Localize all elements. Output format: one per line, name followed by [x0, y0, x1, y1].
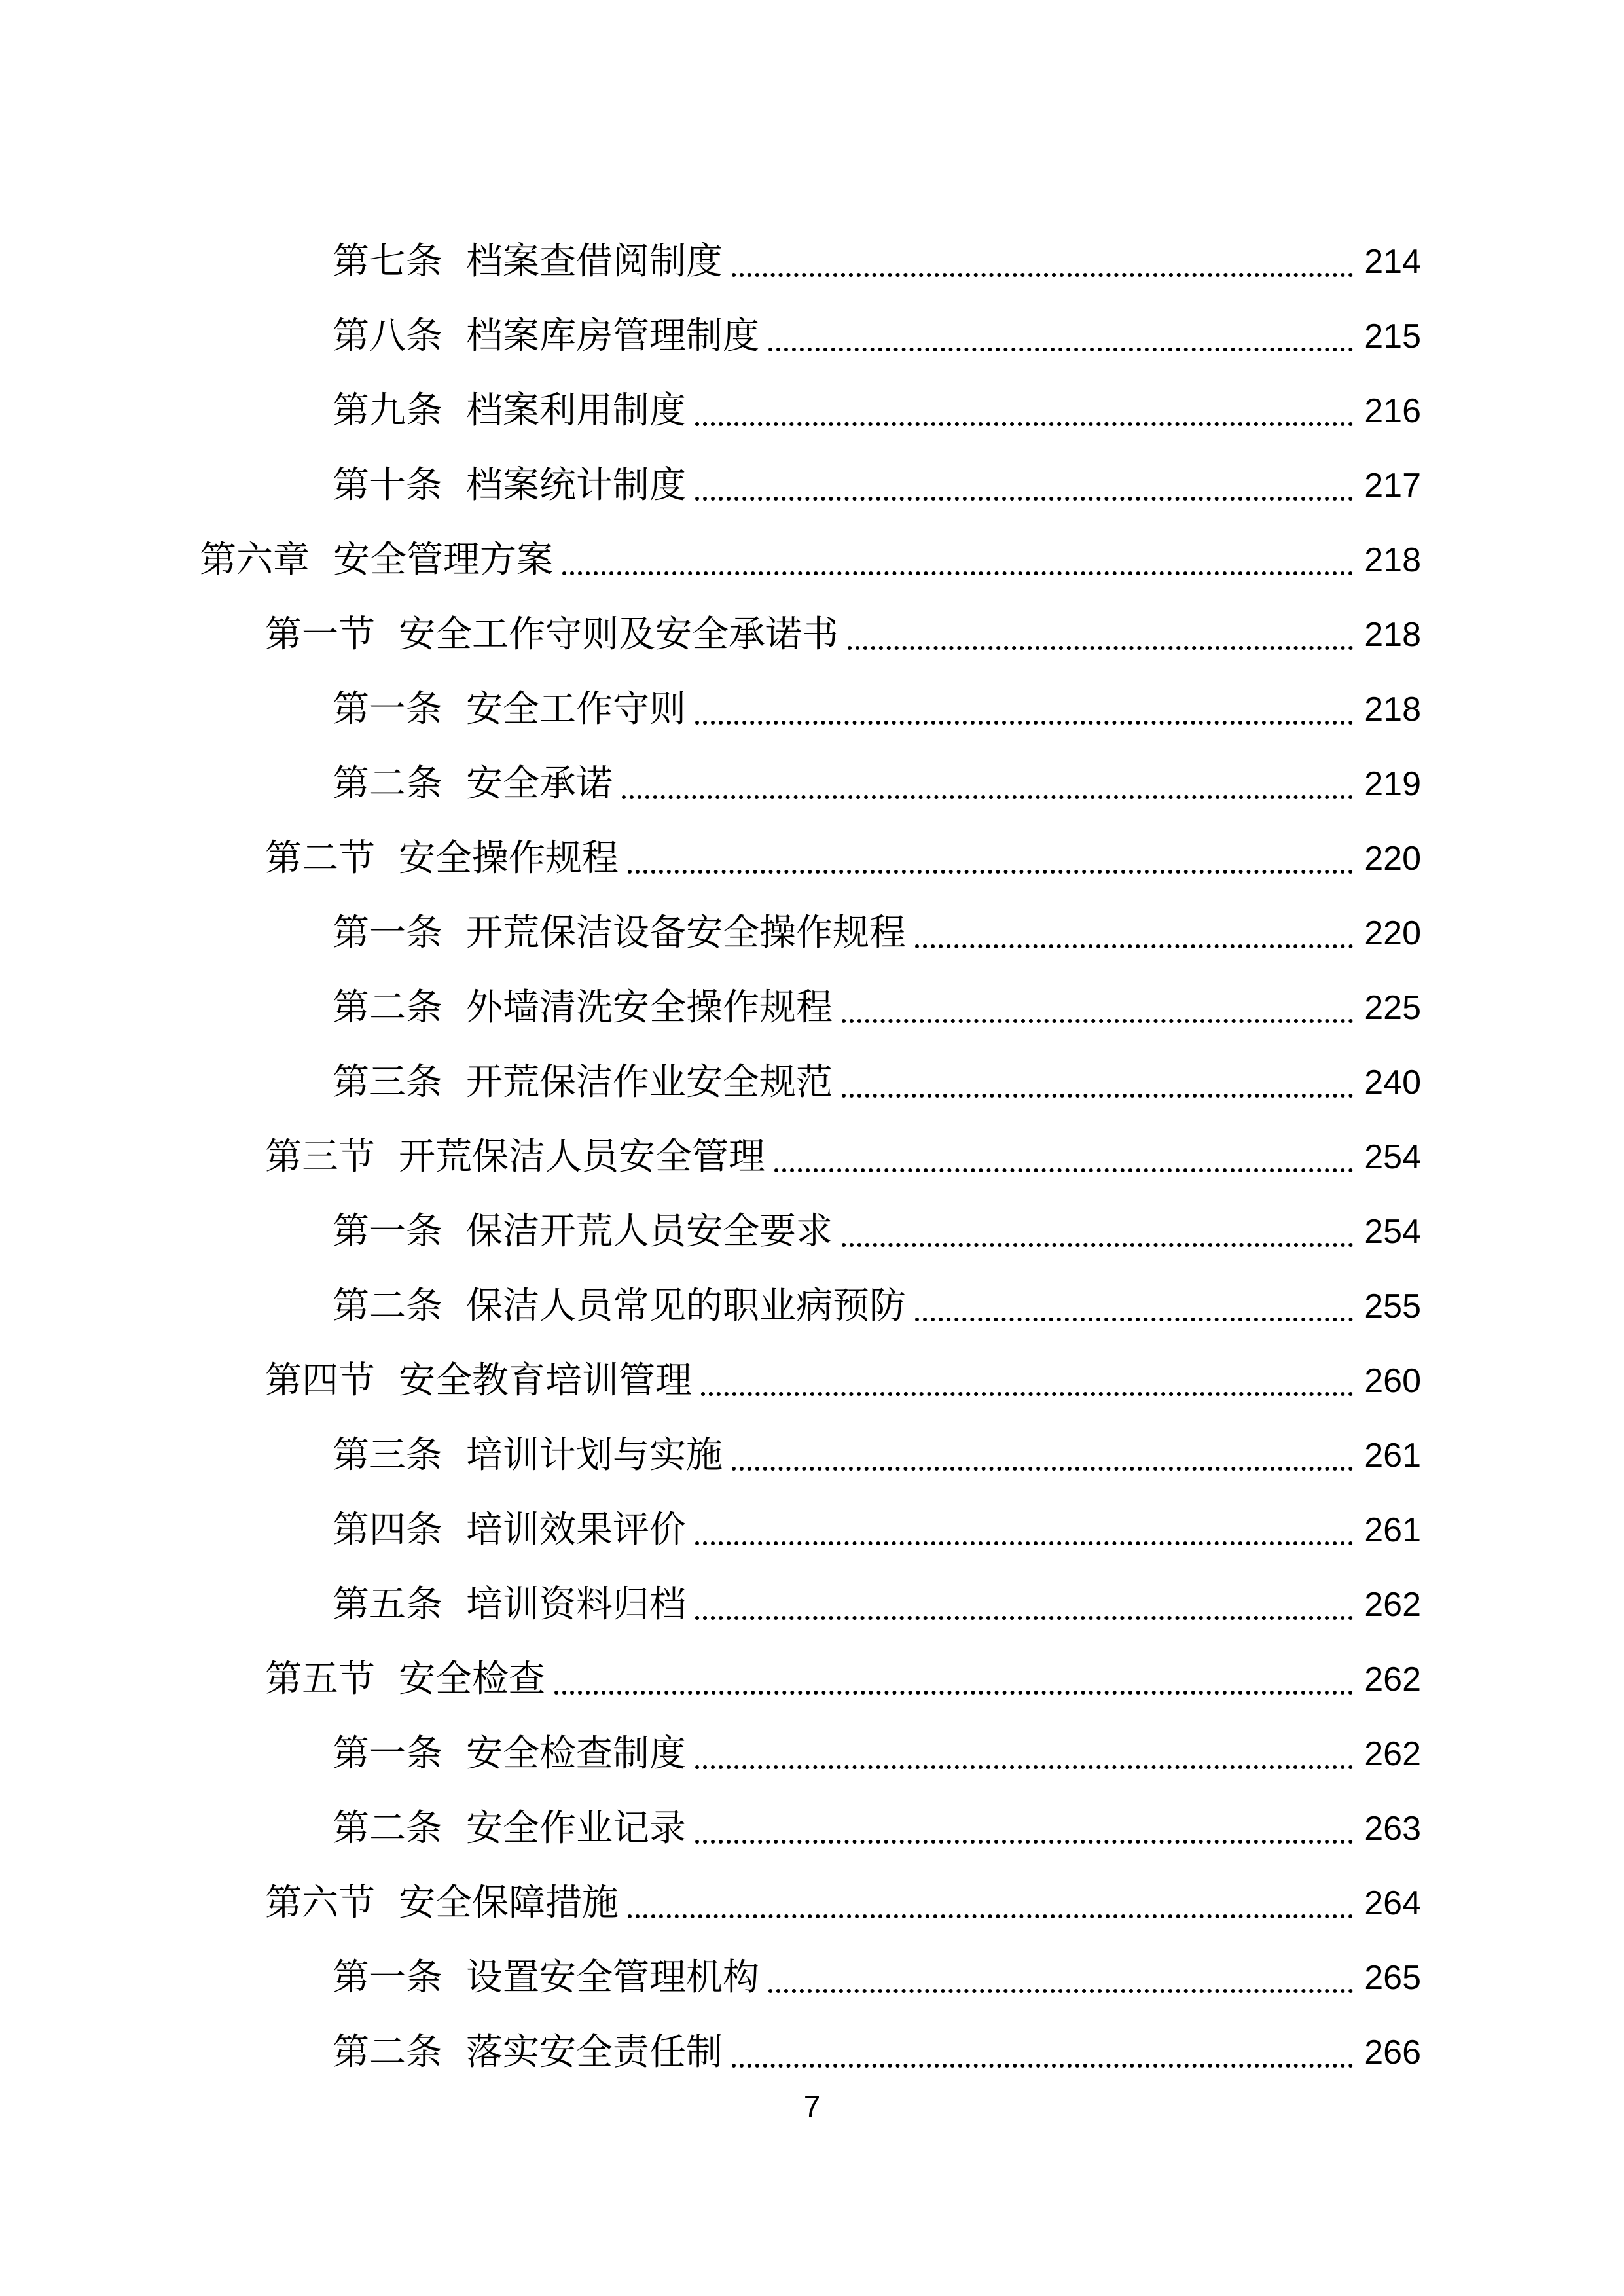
toc-entry-article[interactable] [333, 1053, 1421, 1112]
toc-entry-title: 落实安全责任制 [466, 2031, 723, 2073]
toc-dot-leader [915, 1318, 1353, 1321]
toc-entry-title: 档案利用制度 [466, 389, 686, 432]
toc-entry-number: 第一条 [333, 912, 442, 954]
toc-dot-leader [695, 422, 1353, 426]
toc-entry-title: 设置安全管理机构 [466, 1956, 759, 1999]
toc-entry-number: 第三节 [265, 1136, 375, 1178]
toc-entry-number: 第二条 [333, 762, 442, 805]
toc-dot-leader [695, 721, 1353, 725]
toc-dot-leader [768, 1989, 1353, 1993]
toc-entry-page: 220 [1364, 914, 1421, 952]
toc-entry-title: 安全承诺 [466, 762, 613, 805]
toc-entry-number: 第九条 [333, 389, 442, 432]
toc-entry-article[interactable] [333, 382, 1421, 440]
toc-entry-title: 安全管理方案 [333, 539, 553, 581]
toc-entry-article[interactable] [333, 978, 1421, 1037]
toc-entry-title: 安全操作规程 [399, 837, 619, 880]
toc-entry-number: 第六章 [200, 539, 310, 581]
toc-entry-section[interactable] [265, 1650, 1421, 1709]
toc-entry-number: 第一节 [265, 613, 375, 656]
toc-entry-article[interactable] [333, 1725, 1421, 1784]
toc-entry-article[interactable] [333, 307, 1421, 366]
toc-dot-leader [848, 646, 1353, 650]
toc-entry-article[interactable] [333, 1277, 1421, 1336]
toc-dot-leader [842, 1243, 1353, 1247]
toc-entry-page: 214 [1364, 243, 1421, 281]
toc-entry-article[interactable] [333, 2023, 1421, 2082]
toc-entry-article[interactable] [333, 456, 1421, 515]
toc-entry-page: 260 [1364, 1362, 1421, 1400]
toc-entry-title: 安全作业记录 [466, 1807, 686, 1850]
toc-entry-number: 第三条 [333, 1061, 442, 1103]
toc-entry-number: 第五节 [265, 1658, 375, 1700]
toc-entry-title: 保洁开荒人员安全要求 [466, 1210, 833, 1253]
toc-entry-title: 安全教育培训管理 [399, 1359, 692, 1402]
toc-entry-number: 第八条 [333, 315, 442, 357]
toc-entry-number: 第一条 [333, 1210, 442, 1253]
toc-dot-leader [732, 2064, 1353, 2068]
toc-entry-title: 开荒保洁人员安全管理 [399, 1136, 765, 1178]
toc-entry-number: 第七条 [333, 240, 442, 283]
toc-entry-title: 安全工作守则 [466, 688, 686, 730]
toc-entry-number: 第二条 [333, 1807, 442, 1850]
toc-entry-section[interactable] [265, 1128, 1421, 1187]
toc-entry-page: 254 [1364, 1138, 1421, 1176]
toc-entry-number: 第二条 [333, 1285, 442, 1327]
toc-dot-leader [628, 870, 1353, 874]
toc-entry-page: 265 [1364, 1959, 1421, 1997]
toc-entry-title: 外墙清洗安全操作规程 [466, 986, 833, 1029]
toc-entry-article[interactable] [333, 680, 1421, 739]
toc-entry-article[interactable] [333, 1948, 1421, 2007]
toc-dot-leader [562, 571, 1353, 575]
toc-dot-leader [695, 1840, 1353, 1844]
toc-entry-page: 219 [1364, 765, 1421, 803]
toc-entry-title: 安全工作守则及安全承诺书 [399, 613, 839, 656]
toc-dot-leader [768, 348, 1353, 351]
toc-entry-page: 220 [1364, 840, 1421, 878]
toc-entry-number: 第五条 [333, 1583, 442, 1626]
toc-entry-page: 217 [1364, 467, 1421, 505]
toc-entry-article[interactable] [333, 1426, 1421, 1485]
toc-entry-number: 第六节 [265, 1882, 375, 1924]
toc-entry-number: 第二节 [265, 837, 375, 880]
toc-dot-leader [695, 497, 1353, 501]
toc-entry-page: 216 [1364, 392, 1421, 430]
toc-entry-number: 第四节 [265, 1359, 375, 1402]
toc-entry-title: 培训计划与实施 [466, 1434, 723, 1477]
toc-entry-title: 档案库房管理制度 [466, 315, 759, 357]
toc-entry-page: 240 [1364, 1064, 1421, 1102]
toc-entry-title: 培训效果评价 [466, 1509, 686, 1551]
toc-entry-article[interactable] [333, 755, 1421, 814]
toc-dot-leader [701, 1392, 1353, 1396]
toc-entry-section[interactable] [265, 605, 1421, 664]
toc-entry-article[interactable] [333, 1575, 1421, 1634]
toc-entry-number: 第二条 [333, 986, 442, 1029]
toc-dot-leader [554, 1691, 1353, 1695]
toc-entry-page: 218 [1364, 691, 1421, 728]
toc-dot-leader [732, 273, 1353, 277]
toc-dot-leader [732, 1467, 1353, 1471]
toc-entry-chapter[interactable] [200, 531, 1421, 590]
toc-dot-leader [695, 1541, 1353, 1545]
toc-entry-title: 安全检查制度 [466, 1732, 686, 1775]
toc-entry-page: 225 [1364, 989, 1421, 1027]
toc-entry-title: 培训资料归档 [466, 1583, 686, 1626]
toc-entry-article[interactable] [333, 904, 1421, 963]
toc-entry-page: 262 [1364, 1735, 1421, 1773]
toc-dot-leader [622, 795, 1353, 799]
toc-entry-number: 第一条 [333, 1732, 442, 1775]
toc-entry-page: 254 [1364, 1213, 1421, 1251]
toc-entry-number: 第十条 [333, 464, 442, 507]
toc-entry-title: 保洁人员常见的职业病预防 [466, 1285, 906, 1327]
toc-dot-leader [915, 944, 1353, 948]
toc-entry-title: 开荒保洁设备安全操作规程 [466, 912, 906, 954]
toc-entry-page: 218 [1364, 541, 1421, 579]
toc-entry-article[interactable] [333, 1799, 1421, 1858]
toc-entry-page: 255 [1364, 1287, 1421, 1325]
toc-entry-page: 261 [1364, 1511, 1421, 1549]
toc-entry-number: 第四条 [333, 1509, 442, 1551]
toc-entry-page: 264 [1364, 1884, 1421, 1922]
toc-entry-title: 安全检查 [399, 1658, 545, 1700]
toc-entry-page: 262 [1364, 1586, 1421, 1624]
toc-entry-page: 266 [1364, 2034, 1421, 2072]
toc-entry-page: 261 [1364, 1437, 1421, 1475]
toc-entry-number: 第二条 [333, 2031, 442, 2073]
toc-entry-number: 第一条 [333, 688, 442, 730]
toc-entry-article[interactable] [333, 1202, 1421, 1261]
toc-entry-page: 263 [1364, 1810, 1421, 1848]
toc-dot-leader [695, 1765, 1353, 1769]
toc-dot-leader [842, 1094, 1353, 1098]
page-number: 7 [803, 2089, 821, 2123]
toc-entry-title: 档案查借阅制度 [466, 240, 723, 283]
toc-dot-leader [774, 1168, 1353, 1172]
toc-entry-page: 218 [1364, 616, 1421, 654]
toc-entry-article[interactable] [333, 1501, 1421, 1560]
toc-dot-leader [695, 1616, 1353, 1620]
toc-entry-number: 第一条 [333, 1956, 442, 1999]
toc-entry-section[interactable] [265, 829, 1421, 888]
toc-entry-page: 215 [1364, 317, 1421, 355]
toc-entry-number: 第三条 [333, 1434, 442, 1477]
toc-entry-title: 开荒保洁作业安全规范 [466, 1061, 833, 1103]
toc-entry-page: 262 [1364, 1660, 1421, 1698]
toc-entry-section[interactable] [265, 1874, 1421, 1933]
toc-entry-title: 安全保障措施 [399, 1882, 619, 1924]
toc-dot-leader [628, 1914, 1353, 1918]
toc-entry-article[interactable] [333, 232, 1421, 291]
toc-entry-title: 档案统计制度 [466, 464, 686, 507]
toc-dot-leader [842, 1019, 1353, 1023]
toc-entry-section[interactable] [265, 1352, 1421, 1410]
